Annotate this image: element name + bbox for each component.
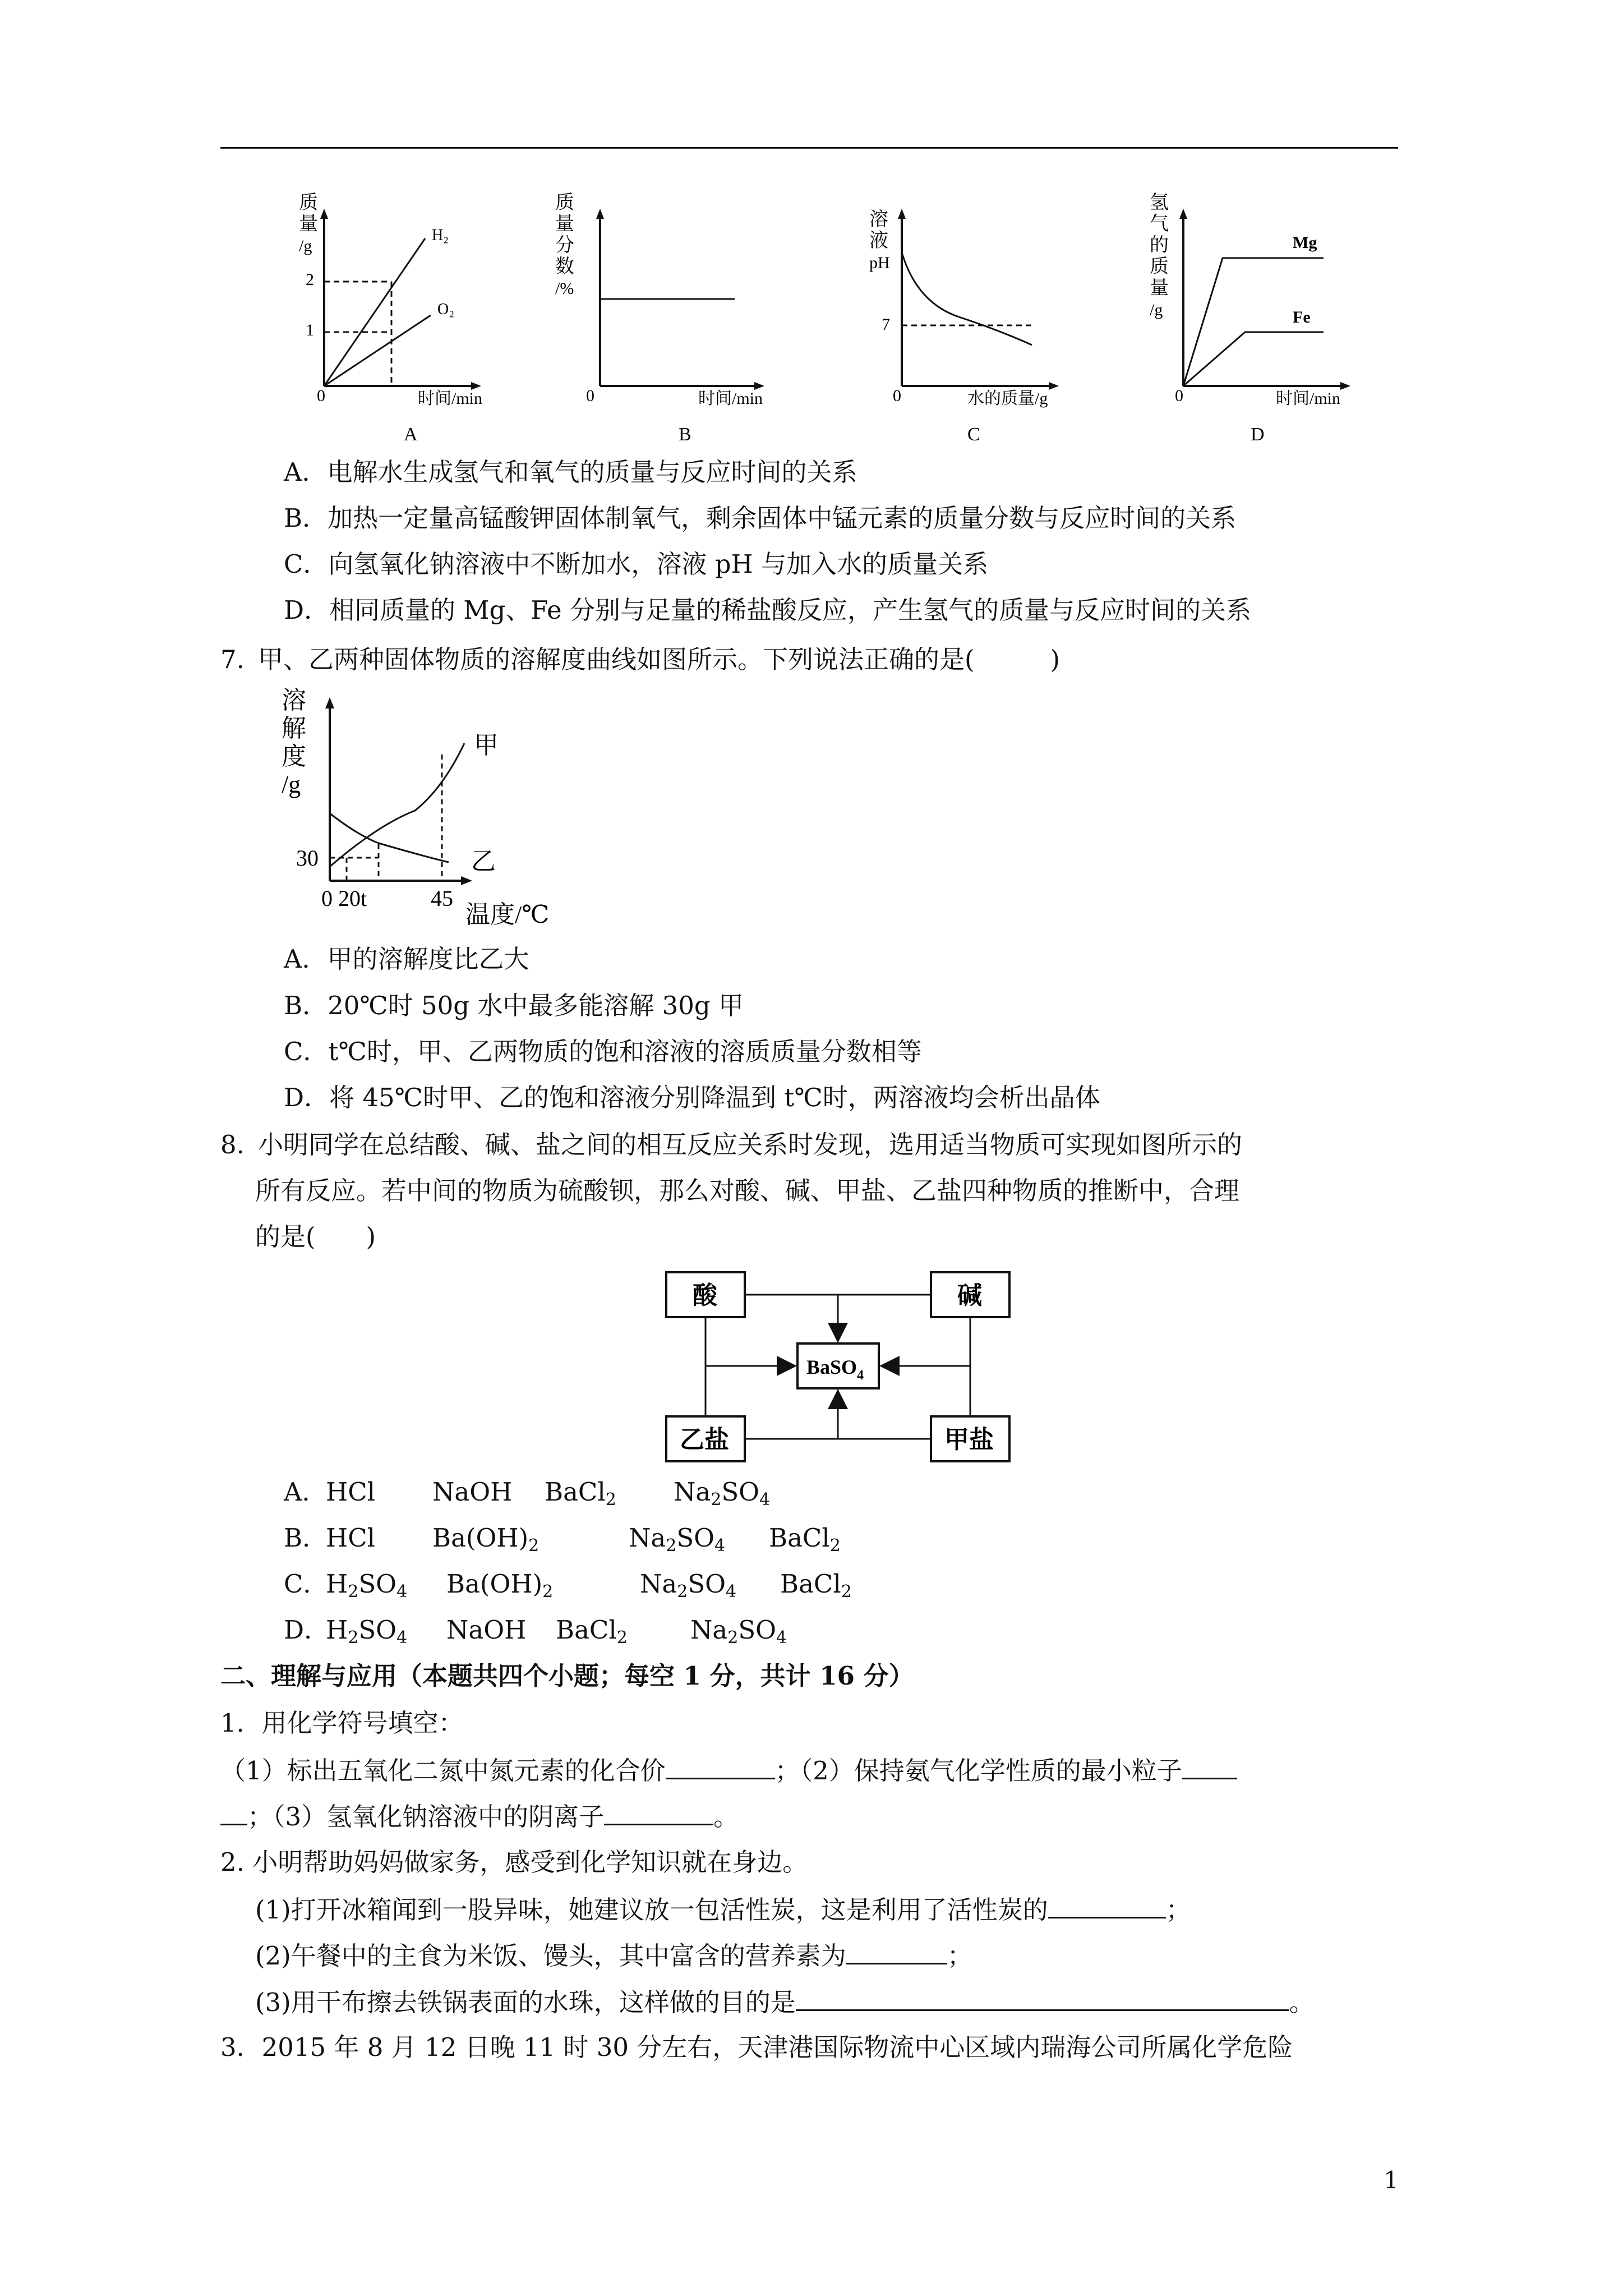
- q8-formula: [326, 1521, 375, 1563]
- s2-q2-3-label: (3)用干布擦去铁锅表面的水珠，这样做的目的是: [255, 1987, 796, 2017]
- q8-option-letter: B．: [284, 1523, 328, 1553]
- q7-curve-yi: [330, 813, 449, 862]
- q8-formula-subscript: 2: [711, 1490, 722, 1510]
- q8-formula-part: BaCl: [545, 1477, 606, 1507]
- q8-formula-part: BaCl: [780, 1569, 841, 1599]
- q8-formula-part: SO: [738, 1615, 777, 1645]
- chart-d-ylabel-2: 的: [1150, 235, 1169, 256]
- q8-formula-part: SO: [358, 1569, 397, 1599]
- q8-formula-subscript: 4: [776, 1628, 787, 1648]
- chart-a-ylabel-2: /g: [299, 237, 312, 255]
- q6-option-d: D．相同质量的 Mg、Fe 分别与足量的稀盐酸反应，产生氢气的质量与反应时间的关系: [284, 595, 1251, 625]
- s2-q2-3-end: 。: [1289, 1987, 1315, 2017]
- q8-option-d: [284, 1613, 957, 1647]
- q8-stem-line-1: 小明同学在总结酸、碱、盐之间的相互反应关系时发现，选用适当物质可实现如图所示的: [258, 1130, 1243, 1159]
- q8-formula-part: HCl: [326, 1477, 376, 1507]
- q7-option-d: D．将 45℃时甲、乙的饱和溶液分别降温到 t℃时，两溶液均会析出晶体: [284, 1083, 1100, 1112]
- header-rule: [220, 147, 1398, 149]
- q7-ylabel-2: 度: [282, 743, 306, 770]
- q8-stem-line-3: 的是( ): [255, 1222, 376, 1251]
- s2-q1-blank3[interactable]: [604, 1799, 713, 1825]
- q8-formula-part: SO: [676, 1523, 715, 1553]
- q7-stem: 甲、乙两种固体物质的溶解度曲线如图所示。下列说法正确的是( ): [258, 645, 1061, 674]
- s2-q1-blank1[interactable]: [666, 1753, 775, 1779]
- q8-formula-part: BaCl: [556, 1615, 617, 1645]
- q8-formula-part: Na: [690, 1615, 728, 1645]
- s2-q2-blank2[interactable]: [846, 1938, 947, 1964]
- chart-d-ylabel-0: 氢: [1150, 192, 1169, 213]
- chart-a-series-h2: H₂: [432, 227, 449, 244]
- q8-formula-subscript: 2: [348, 1628, 359, 1648]
- box-acid-label: 酸: [693, 1282, 717, 1309]
- s2-q1-part3-label: ；（3）氢氧化钠溶液中的阴离子: [247, 1802, 605, 1832]
- q8-formula-part: BaCl: [769, 1523, 830, 1553]
- chart-c-ylabel-2: pH: [869, 254, 890, 272]
- q7-option-a: A．甲的溶解度比乙大: [284, 944, 529, 974]
- s2-q1-end: 。: [713, 1802, 739, 1832]
- s2-q2-3: [255, 1985, 1315, 2019]
- q8-formula: [640, 1567, 736, 1609]
- q8-formula-part: H: [326, 1569, 348, 1599]
- q7-series-jia: 甲: [474, 731, 499, 759]
- q6-charts: [269, 185, 1402, 449]
- q8-formula-subscript: 2: [666, 1536, 677, 1556]
- q8-formula: [674, 1475, 770, 1517]
- chart-d-fe-line: [1183, 332, 1324, 386]
- chart-c-ytick-7: 7: [882, 315, 890, 334]
- chart-b-origin: 0: [586, 386, 594, 405]
- s2-q2-stem: 2. 小明帮助妈妈做家务，感受到化学知识就在身边。: [220, 1847, 808, 1877]
- q8-formula: [780, 1567, 852, 1609]
- q8-formula-subscript: 2: [829, 1536, 841, 1556]
- q8-formula-part: SO: [688, 1569, 726, 1599]
- q8-diagram: [662, 1268, 1021, 1470]
- chart-a: [299, 192, 482, 445]
- chart-b-label: B: [679, 424, 691, 445]
- q6-option-b: B．加热一定量高锰酸钾固体制氧气，剩余固体中锰元素的质量分数与反应时间的关系: [284, 503, 1237, 533]
- chart-b-xlabel: 时间/min: [698, 389, 763, 408]
- q8-option-letter: D．: [284, 1615, 330, 1645]
- chart-a-o2-line: [324, 315, 431, 386]
- q7-chart: [280, 687, 572, 940]
- q8-formula: [326, 1567, 407, 1609]
- q7-ylabel-0: 溶: [282, 687, 306, 714]
- q8-formula: [326, 1475, 375, 1517]
- chart-c: [869, 209, 1059, 445]
- chart-b-ylabel-4: /%: [555, 279, 574, 298]
- chart-a-ylabel-0: 质: [299, 192, 318, 213]
- chart-d-ylabel-1: 气: [1150, 214, 1169, 234]
- q8-formula-subscript: 2: [727, 1628, 739, 1648]
- q8-formula-subscript: 2: [528, 1536, 540, 1556]
- chart-c-ylabel-1: 液: [869, 231, 888, 251]
- q8-option-a: [284, 1475, 957, 1509]
- chart-b-ylabel-1: 量: [555, 214, 574, 234]
- s2-q1-blank2a[interactable]: [1182, 1753, 1237, 1779]
- chart-c-label: C: [967, 424, 980, 445]
- s2-q2-1-end: ；: [1165, 1895, 1191, 1925]
- chart-c-curve: [902, 252, 1032, 345]
- chart-d-series-fe: Fe: [1293, 308, 1311, 326]
- box-salt-yi-label: 乙盐: [680, 1426, 729, 1453]
- q7-number: 7.: [220, 645, 245, 674]
- box-baso4-sub: 4: [857, 1368, 864, 1383]
- q8-formula: [432, 1475, 512, 1517]
- s2-q1-line2: [220, 1799, 739, 1834]
- q8-formula-subscript: 4: [396, 1582, 408, 1602]
- chart-a-xlabel: 时间/min: [418, 389, 483, 408]
- q8-formula-part: Na: [674, 1477, 711, 1507]
- q7-xtick-45: 45: [431, 886, 453, 911]
- s2-q2-1: [255, 1892, 1191, 1927]
- chart-b-ylabel-2: 分: [555, 235, 574, 256]
- q8-formula: [432, 1521, 539, 1563]
- s2-q2-2-label: (2)午餐中的主食为米饭、馒头，其中富含的营养素为: [255, 1941, 846, 1971]
- q7-series-yi: 乙: [471, 848, 496, 875]
- q8-formula-subscript: 2: [542, 1582, 554, 1602]
- chart-d-ylabel-5: /g: [1150, 301, 1163, 319]
- chart-a-h2-line: [324, 238, 425, 386]
- box-baso4-label: BaSO: [806, 1356, 857, 1378]
- chart-a-series-o2: O₂: [437, 301, 454, 318]
- q8-formula-subscript: 2: [677, 1582, 688, 1602]
- chart-a-origin: 0: [317, 386, 325, 405]
- s2-q2-blank1[interactable]: [1048, 1892, 1166, 1918]
- chart-d: [1150, 192, 1350, 445]
- q7-xlabel: 温度/℃: [465, 901, 550, 928]
- chart-b: [555, 192, 764, 445]
- q8-formula: [326, 1613, 407, 1655]
- chart-d-origin: 0: [1175, 386, 1183, 405]
- chart-b-ylabel-0: 质: [555, 192, 574, 213]
- page-number: 1: [1384, 2166, 1399, 2194]
- q8-formula-part: NaOH: [446, 1615, 527, 1645]
- q8-formula: [690, 1613, 787, 1655]
- q8-option-b: [284, 1521, 957, 1555]
- chart-b-ylabel-3: 数: [555, 256, 574, 277]
- q8-formula-part: HCl: [326, 1523, 376, 1553]
- q8-option-letter: C．: [284, 1569, 329, 1599]
- q6-option-c: C．向氢氧化钠溶液中不断加水，溶液 pH 与加入水的质量关系: [284, 549, 989, 579]
- chart-a-label: A: [404, 424, 418, 445]
- s2-q1-blank2b[interactable]: [220, 1799, 247, 1825]
- chart-d-xlabel: 时间/min: [1276, 389, 1341, 408]
- box-base-label: 碱: [957, 1282, 982, 1309]
- section2-heading: 二、理解与应用（本题共四个小题；每空 1 分，共计 16 分）: [220, 1661, 914, 1691]
- q8-formula-part: SO: [721, 1477, 760, 1507]
- chart-a-ylabel-1: 量: [299, 214, 318, 234]
- q8-formula-part: SO: [358, 1615, 397, 1645]
- chart-d-ylabel-4: 量: [1150, 278, 1169, 298]
- s2-q2-1-label: (1)打开冰箱闻到一股异味，她建议放一包活性炭，这是利用了活性炭的: [255, 1895, 1048, 1925]
- q6-option-a: A．电解水生成氢气和氧气的质量与反应时间的关系: [284, 457, 857, 487]
- q8-formula-part: Ba(OH): [446, 1569, 543, 1599]
- q8-formula-subscript: 4: [759, 1490, 771, 1510]
- s2-q1-stem: 1．用化学符号填空：: [220, 1708, 464, 1738]
- q8-formula: [629, 1521, 725, 1563]
- s2-q2-blank3[interactable]: [796, 1985, 1289, 2011]
- q8-option-c: [284, 1567, 957, 1601]
- q8-formula-subscript: 2: [348, 1582, 359, 1602]
- chart-c-origin: 0: [893, 386, 901, 405]
- chart-c-xlabel: 水的质量/g: [967, 389, 1048, 408]
- q8-formula-subscript: 4: [396, 1628, 408, 1648]
- q7-option-c: C．t℃时，甲、乙两物质的饱和溶液的溶质质量分数相等: [284, 1037, 922, 1066]
- s2-q1-part2-label: ；（2）保持氨气化学性质的最小粒子: [774, 1756, 1182, 1786]
- q8-formula-subscript: 2: [616, 1628, 628, 1648]
- q8-stem-line-2: 所有反应。若中间的物质为硫酸钡，那么对酸、碱、甲盐、乙盐四种物质的推断中，合理: [255, 1176, 1240, 1205]
- s2-q1-part1-label: （1）标出五氧化二氮中氮元素的化合价: [220, 1756, 666, 1786]
- q8-formula-subscript: 2: [605, 1490, 616, 1510]
- q8-formula-subscript: 2: [841, 1582, 852, 1602]
- chart-a-ytick-1: 1: [306, 321, 314, 339]
- chart-d-ylabel-3: 质: [1150, 256, 1169, 277]
- q8-formula-subscript: 4: [714, 1536, 726, 1556]
- q7-ytick-30: 30: [296, 845, 319, 871]
- chart-a-ytick-2: 2: [306, 270, 314, 289]
- s2-q2-2-end: ；: [947, 1941, 972, 1971]
- s2-q1-line1: [220, 1753, 1237, 1788]
- q8-formula-part: Na: [629, 1523, 666, 1553]
- q8-formula: [545, 1475, 616, 1517]
- q8-formula-part: Ba(OH): [432, 1523, 529, 1553]
- q8-formula-part: H: [326, 1615, 348, 1645]
- q7-xticks: 0 20t: [321, 886, 367, 911]
- s2-q3-start: 3．2015 年 8 月 12 日晚 11 时 30 分左右，天津港国际物流中心区域内瑞海公司所属化学危险: [220, 2032, 1293, 2062]
- q8-formula-subscript: 4: [726, 1582, 737, 1602]
- chart-d-label: D: [1251, 424, 1265, 445]
- box-salt-jia-label: 甲盐: [944, 1426, 994, 1453]
- q7-ylabel-1: 解: [282, 715, 306, 742]
- q8-formula: [556, 1613, 628, 1655]
- q8-formula-part: Na: [640, 1569, 677, 1599]
- q8-option-letter: A．: [284, 1477, 328, 1507]
- q8-formula: [769, 1521, 841, 1563]
- chart-c-ylabel-0: 溶: [869, 209, 888, 230]
- chart-d-series-mg: Mg: [1293, 233, 1317, 252]
- q7-ylabel-3: /g: [282, 771, 301, 798]
- q8-formula: [446, 1567, 553, 1609]
- q7-option-b: B．20℃时 50g 水中最多能溶解 30g 甲: [284, 991, 744, 1020]
- q8-number: 8.: [220, 1130, 245, 1159]
- q8-formula-part: NaOH: [432, 1477, 513, 1507]
- q8-formula: [446, 1613, 526, 1655]
- s2-q2-2: [255, 1938, 972, 1973]
